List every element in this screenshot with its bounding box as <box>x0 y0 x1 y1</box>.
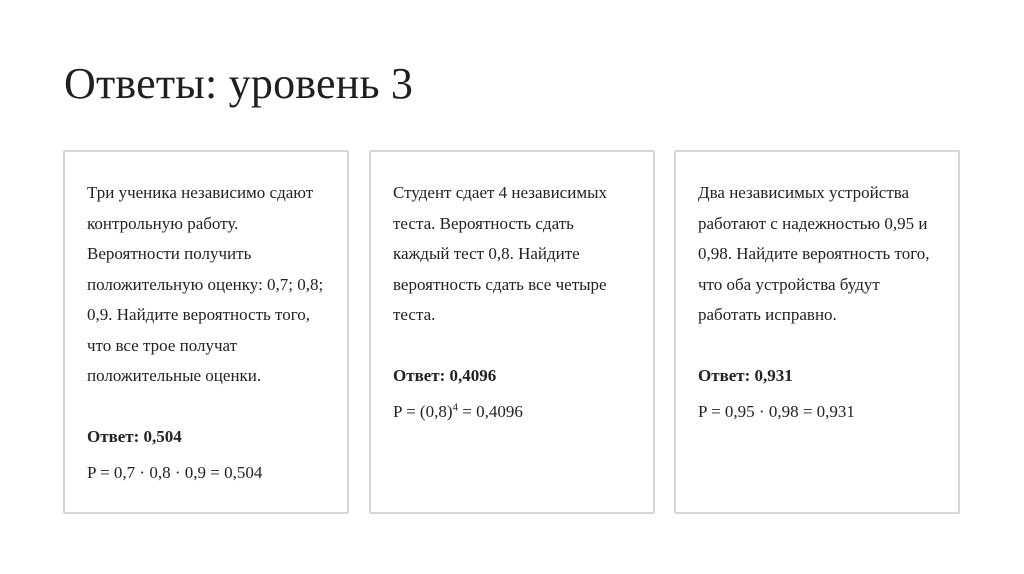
solution-formula: P = 0,7 · 0,8 · 0,9 = 0,504 <box>87 462 263 482</box>
answer-text: Ответ: 0,4096 <box>393 365 497 385</box>
answer-text: Ответ: 0,504 <box>87 426 182 446</box>
answer-text: Ответ: 0,931 <box>698 365 793 385</box>
problem-card-1 <box>63 150 349 514</box>
slide-title: Ответы: уровень 3 <box>64 59 414 108</box>
solution-formula: P = 0,95 · 0,98 = 0,931 <box>698 401 855 421</box>
problem-text: Три ученика независимо сдают контрольную работу. Вероятности получить положительную оценку: 0,7; 0,8; 0,9. Найдите вероятность того, что все трое получат положительные оценки. <box>87 183 324 385</box>
problem-text: Студент сдает 4 независимых теста. Вероятность сдать каждый тест 0,8. Найдите вероятность сдать все четыре теста. <box>393 183 607 324</box>
formula-base: P = (0,8) <box>393 401 453 421</box>
problem-card-3 <box>674 150 960 514</box>
formula-result: = 0,4096 <box>457 401 523 421</box>
solution-formula <box>393 397 631 427</box>
problem-text: Два независимых устройства работают с надежностью 0,95 и 0,98. Найдите вероятность того, что оба устройства будут работать исправно. <box>698 183 930 324</box>
formula-exponent: 4 <box>452 400 458 413</box>
problem-card-2 <box>369 150 655 514</box>
